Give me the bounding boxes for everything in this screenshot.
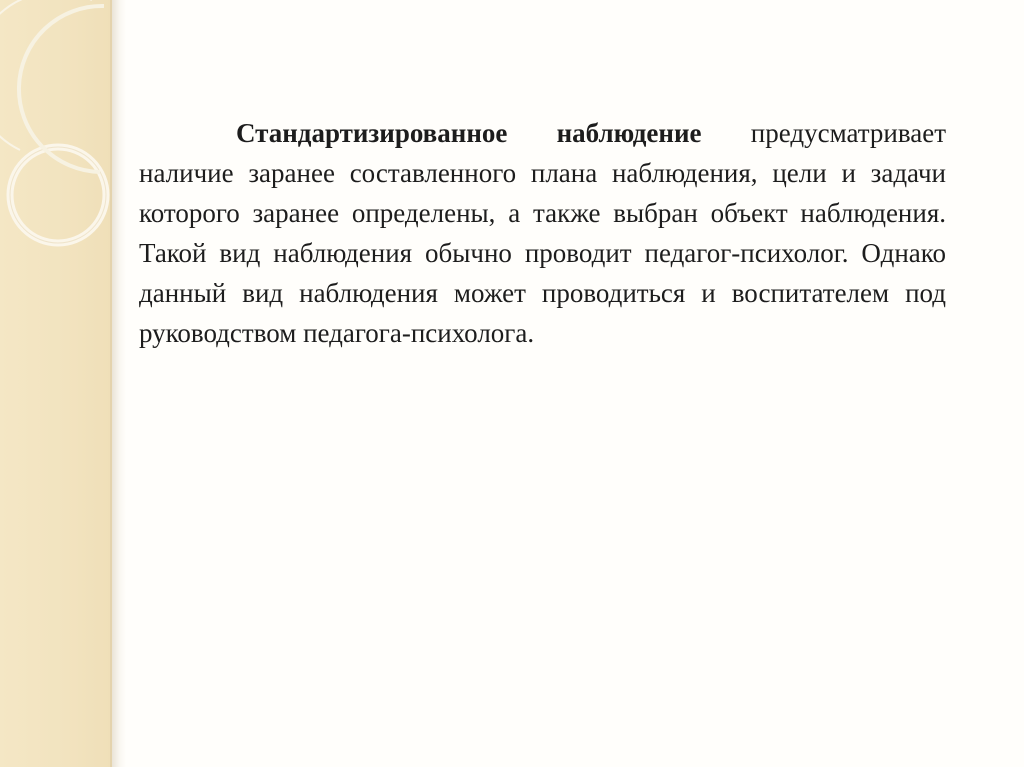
lead-term: Стандартизированное наблюдение [236, 118, 702, 148]
decorative-rings [0, 0, 130, 260]
ring-thin-arc [0, 0, 92, 150]
slide-body-text [139, 113, 946, 353]
body-rest: предусматривает наличие заранее составленного плана наблюдения, цели и задачи которого заранее определены, а также выбран объект наблюдения. Такой вид наблюдения обычно проводит педагог-психолог. Однако данный вид наблюдения может проводиться и воспитателем под руководством педагога-психолога. [139, 118, 946, 348]
